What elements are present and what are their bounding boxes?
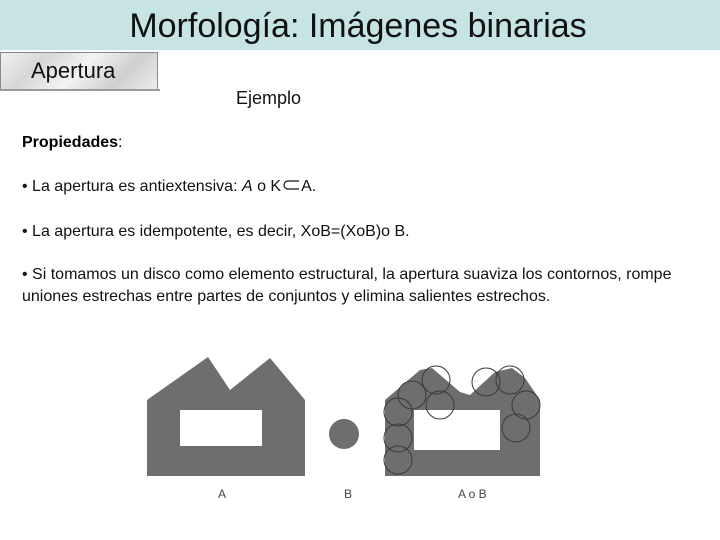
label-B: B xyxy=(344,487,353,501)
set-B-disk xyxy=(329,419,359,449)
bullet-disk-opening: • Si tomamos un disco como elemento estructural, la apertura suaviza los contornos, rompe uniones estrechas entre partes de conjuntos y elimina salientes estrechos. xyxy=(22,266,672,305)
bullet1-text: • La apertura es antiextensiva: xyxy=(22,178,242,195)
bullet1-A-end: A. xyxy=(301,178,317,195)
set-A-shape xyxy=(147,357,305,476)
slide-title: Morfología: Imágenes binarias xyxy=(129,6,587,45)
label-A: A xyxy=(218,487,227,501)
properties-colon: : xyxy=(118,134,123,151)
bullet1-A: A xyxy=(241,178,253,195)
properties-label: Propiedades xyxy=(22,134,119,151)
bullet-idempotent: • La apertura es idempotente, es decir, XoB=(XoB)o B. xyxy=(22,223,410,240)
subtitle: Ejemplo xyxy=(236,88,302,108)
section-label: Apertura xyxy=(31,58,116,83)
bullet1-oK: o K xyxy=(252,178,282,195)
label-AoB: A o B xyxy=(458,487,487,501)
